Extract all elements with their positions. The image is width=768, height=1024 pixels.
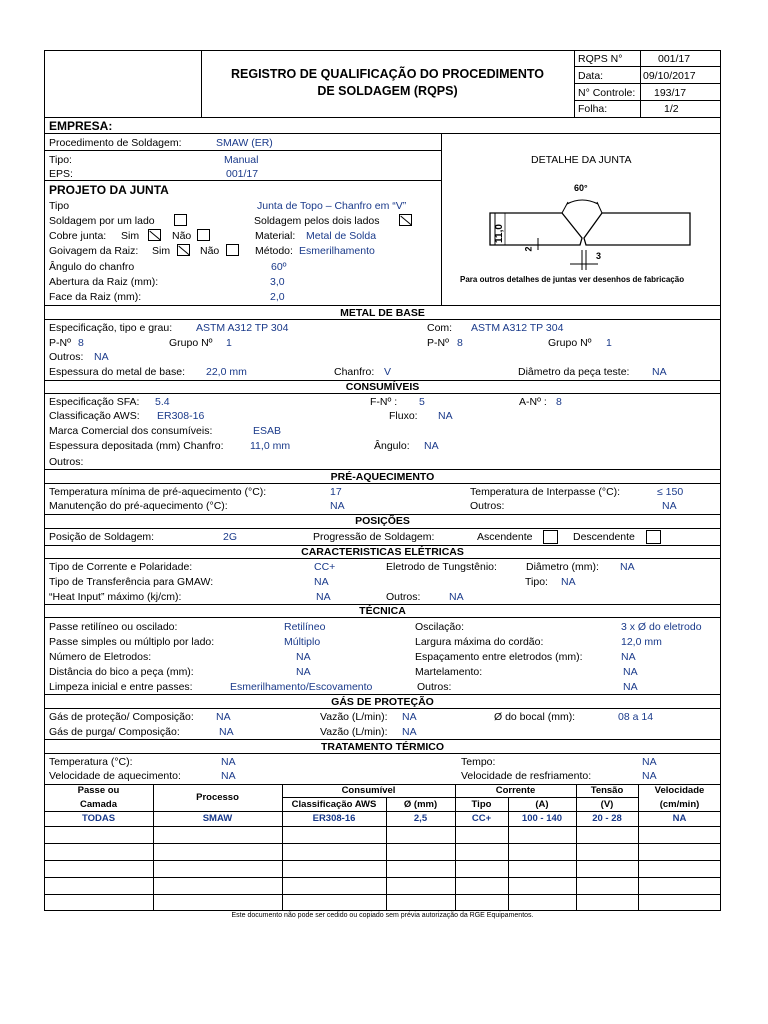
el-outros-label: Outros: xyxy=(386,591,421,603)
metal-base-title: METAL DE BASE xyxy=(340,307,425,319)
td-amperes: 100 - 140 xyxy=(521,813,563,824)
espacamento-label: Espaçamento entre eletrodos (mm): xyxy=(415,651,583,663)
pn-value: 8 xyxy=(78,337,84,349)
proc-label: Procedimento de Soldagem: xyxy=(49,137,182,149)
th-velocidade-2: (cm/min) xyxy=(659,799,700,810)
diam-tung-value: NA xyxy=(620,561,635,573)
interpasse-label: Temperatura de Interpasse (°C): xyxy=(470,486,621,498)
metodo-label: Método: xyxy=(255,245,293,257)
th-velocidade-1: Velocidade xyxy=(654,785,705,796)
limpeza-label: Limpeza inicial e entre passes: xyxy=(49,681,193,693)
eletricas-title: CARACTERISTICAS ELÉTRICAS xyxy=(301,546,464,558)
header-bottom-line xyxy=(44,117,721,118)
section-line xyxy=(44,469,721,470)
mb-outros-label: Outros: xyxy=(49,351,84,363)
td-tipo: CC+ xyxy=(471,813,492,824)
bocal-value: 08 a 14 xyxy=(618,711,654,723)
fn-label: F-Nº : xyxy=(370,396,398,408)
dois-lados-label: Soldagem pelos dois lados xyxy=(254,215,380,227)
espec-label: Especificação, tipo e grau: xyxy=(49,322,173,334)
section-line xyxy=(44,483,721,484)
table-line xyxy=(44,811,721,812)
marca-label: Marca Comercial dos consumíveis: xyxy=(49,425,213,437)
passe-simples-label: Passe simples ou múltiplo por lado: xyxy=(49,636,215,648)
th-tipo: Tipo xyxy=(471,799,492,810)
marca-value: ESAB xyxy=(253,425,282,437)
passe-ret-value: Retilíneo xyxy=(284,621,326,633)
controle-label: N° Controle: xyxy=(578,87,636,99)
section-line xyxy=(44,739,721,740)
vel-aquec-value: NA xyxy=(221,770,236,782)
vazao2-label: Vazão (L/min): xyxy=(320,726,388,738)
tipo-value: Manual xyxy=(224,154,259,166)
material-label: Material: xyxy=(255,230,296,242)
drawing-note: Para outros detalhes de juntas ver desenhos de fabricação xyxy=(460,275,685,284)
td-tensao: 20 - 28 xyxy=(592,813,622,824)
goivagem-nao-checkbox[interactable] xyxy=(226,244,239,256)
tipo-label: Tipo: xyxy=(49,154,72,166)
vel-aquec-label: Velocidade de aquecimento: xyxy=(49,770,181,782)
header-grid-line xyxy=(574,83,721,84)
data-value: 09/10/2017 xyxy=(643,70,696,82)
manut-value: NA xyxy=(330,500,345,512)
junta-divider xyxy=(441,133,442,305)
diametro-value: NA xyxy=(652,366,667,378)
face-label: Face da Raiz (mm): xyxy=(49,291,142,303)
vazao1-value: NA xyxy=(402,711,417,723)
corrente-value: CC+ xyxy=(314,561,336,573)
um-lado-checkbox[interactable] xyxy=(174,214,187,226)
table-line xyxy=(44,877,721,878)
temp-min-label: Temperatura mínima de pré-aquecimento (°C): xyxy=(49,486,267,498)
progressao-label: Progressão de Soldagem: xyxy=(313,531,435,543)
chanfro-label: Chanfro: xyxy=(334,366,375,378)
tempo-label: Tempo: xyxy=(461,756,496,768)
rqps-label: RQPS N° xyxy=(578,53,623,65)
com-value: ASTM A312 TP 304 xyxy=(471,322,564,334)
cons-outros-label: Outros: xyxy=(49,456,84,468)
eps-label: EPS: xyxy=(49,168,73,180)
section-line xyxy=(44,558,721,559)
th-classificacao: Classificação AWS xyxy=(291,799,377,810)
goivagem-sim-checkbox[interactable] xyxy=(177,244,190,256)
abertura-label: Abertura da Raiz (mm): xyxy=(49,276,159,288)
td-classificacao: ER308-16 xyxy=(312,813,356,824)
table-col-line xyxy=(153,784,154,911)
th-passe-2: Camada xyxy=(80,799,117,810)
cons-angulo-value: NA xyxy=(424,440,439,452)
goivagem-sim-label: Sim xyxy=(152,245,171,257)
grupo-value: 1 xyxy=(226,337,232,349)
goivagem-label: Goivagem da Raiz: xyxy=(49,245,139,257)
td-velocidade: NA xyxy=(672,813,687,824)
esp-dep-value: 11,0 mm xyxy=(250,440,291,452)
rqps-value: 001/17 xyxy=(658,53,691,65)
martelamento-value: NA xyxy=(623,666,638,678)
gas-protecao-label: Gás de proteção/ Composição: xyxy=(49,711,194,723)
td-processo: SMAW xyxy=(202,813,233,824)
vazao2-value: NA xyxy=(402,726,417,738)
document-title-line2: DE SOLDAGEM (RQPS) xyxy=(317,84,458,98)
section-line xyxy=(44,753,721,754)
section-line xyxy=(44,305,721,306)
transf-value: NA xyxy=(314,576,329,588)
eps-value: 001/17 xyxy=(226,168,259,180)
section-line xyxy=(44,133,721,134)
limpeza-value: Esmerilhamento/Escovamento xyxy=(230,681,373,693)
espessura-label: Espessura do metal de base: xyxy=(49,366,185,378)
termico-title: TRATAMENTO TÉRMICO xyxy=(320,741,445,753)
posicoes-title: POSIÇÕES xyxy=(355,515,410,527)
temp-trat-label: Temperatura (°C): xyxy=(49,756,133,768)
esp-dep-label: Espessura depositada (mm) Chanfro: xyxy=(49,440,224,452)
empresa-label: EMPRESA: xyxy=(49,119,113,133)
drawing-gap: 3 xyxy=(596,251,602,261)
pa-outros-value: NA xyxy=(662,500,677,512)
joint-detail-drawing xyxy=(470,180,710,270)
gas-purga-label: Gás de purga/ Composição: xyxy=(49,726,180,738)
grupo2-label: Grupo Nº xyxy=(548,337,592,349)
heat-value: NA xyxy=(316,591,331,603)
transf-label: Tipo de Transferência para GMAW: xyxy=(49,576,214,588)
tec-outros-value: NA xyxy=(623,681,638,693)
th-consumivel: Consumível xyxy=(341,785,396,796)
oscilacao-value: 3 x Ø do eletrodo xyxy=(621,621,702,633)
descendente-label: Descendente xyxy=(573,531,635,543)
largura-label: Largura máxima do cordão: xyxy=(415,636,544,648)
material-value: Metal de Solda xyxy=(306,230,377,242)
fluxo-label: Fluxo: xyxy=(389,410,418,422)
th-corrente: Corrente xyxy=(495,785,536,796)
section-line xyxy=(44,694,721,695)
cons-angulo-label: Ângulo: xyxy=(374,440,410,452)
drawing-face: 2 xyxy=(523,246,534,252)
sfa-label: Especificação SFA: xyxy=(49,396,140,408)
an-label: A-Nº : xyxy=(519,396,547,408)
vel-resf-label: Velocidade de resfriamento: xyxy=(461,770,592,782)
drawing-thickness: 11,0 xyxy=(493,224,505,243)
cobre-sim-checkbox[interactable] xyxy=(148,229,161,241)
aws-value: ER308-16 xyxy=(157,410,205,422)
metodo-value: Esmerilhamento xyxy=(299,245,375,257)
ascendente-checkbox[interactable] xyxy=(543,530,558,544)
mb-outros-value: NA xyxy=(94,351,109,363)
fluxo-value: NA xyxy=(438,410,453,422)
th-diametro: Ø (mm) xyxy=(403,799,438,810)
sfa-value: 5.4 xyxy=(155,396,170,408)
header-grid-line xyxy=(640,50,641,117)
th-passe-1: Passe ou xyxy=(77,785,120,796)
table-line xyxy=(44,860,721,861)
heat-label: “Heat Input” máximo (kj/cm): xyxy=(49,591,182,603)
com-label: Com: xyxy=(427,322,453,334)
header-grid-line xyxy=(574,66,721,67)
section-line xyxy=(44,150,441,151)
pa-outros-label: Outros: xyxy=(470,500,505,512)
an-value: 8 xyxy=(556,396,562,408)
footer-note: Este documento não pode ser cedido ou copiado sem prévia autorização da RGE Equipamentos. xyxy=(231,912,534,919)
bocal-label: Ø do bocal (mm): xyxy=(494,711,576,723)
grupo-label: Grupo Nº xyxy=(169,337,213,349)
num-eletrodos-value: NA xyxy=(296,651,311,663)
vazao1-label: Vazão (L/min): xyxy=(320,711,388,723)
martelamento-label: Martelamento: xyxy=(415,666,483,678)
detalhe-junta-label: DETALHE DA JUNTA xyxy=(531,154,632,166)
tecnica-title: TÉCNICA xyxy=(359,605,406,617)
vel-resf-value: NA xyxy=(642,770,657,782)
dois-lados-checkbox[interactable] xyxy=(399,214,412,226)
td-passe: TODAS xyxy=(81,813,116,824)
aws-label: Classificação AWS: xyxy=(49,410,140,422)
table-line xyxy=(282,797,638,798)
temp-trat-value: NA xyxy=(221,756,236,768)
cobre-nao-checkbox[interactable] xyxy=(197,229,210,241)
table-line xyxy=(44,843,721,844)
folha-value: 1/2 xyxy=(664,103,679,115)
gas-title: GÁS DE PROTEÇÃO xyxy=(331,696,434,708)
el-outros-value: NA xyxy=(449,591,464,603)
pn2-label: P-Nº xyxy=(427,337,449,349)
section-line xyxy=(44,393,721,394)
td-diametro: 2,5 xyxy=(413,813,428,824)
section-line xyxy=(44,180,441,181)
temp-min-value: 17 xyxy=(330,486,342,498)
face-value: 2,0 xyxy=(270,291,285,303)
espessura-value: 22,0 mm xyxy=(206,366,247,378)
pre-aquec-title: PRÉ-AQUECIMENTO xyxy=(330,471,435,483)
projeto-tipo-value: Junta de Topo – Chanfro em “V” xyxy=(257,200,407,212)
espec-value: ASTM A312 TP 304 xyxy=(196,322,289,334)
drawing-angle: 60° xyxy=(574,183,588,193)
gas-protecao-value: NA xyxy=(216,711,231,723)
diametro-label: Diâmetro da peça teste: xyxy=(518,366,630,378)
data-label: Data: xyxy=(578,70,604,82)
grupo2-value: 1 xyxy=(606,337,612,349)
section-line xyxy=(44,617,721,618)
proc-value: SMAW (ER) xyxy=(216,137,273,149)
um-lado-label: Soldagem por um lado xyxy=(49,215,155,227)
projeto-title: PROJETO DA JUNTA xyxy=(49,183,169,197)
tec-outros-label: Outros: xyxy=(417,681,452,693)
section-line xyxy=(44,708,721,709)
tempo-value: NA xyxy=(642,756,657,768)
passe-simples-value: Múltiplo xyxy=(284,636,321,648)
angulo-value: 60º xyxy=(271,261,287,273)
cobre-junta-label: Cobre junta: xyxy=(49,230,107,242)
largura-value: 12,0 mm xyxy=(621,636,662,648)
pn2-value: 8 xyxy=(457,337,463,349)
table-line xyxy=(44,826,721,827)
th-amperes: (A) xyxy=(535,799,549,810)
oscilacao-label: Oscilação: xyxy=(415,621,465,633)
corrente-label: Tipo de Corrente e Polaridade: xyxy=(49,561,193,573)
table-line xyxy=(44,894,721,895)
gas-purga-value: NA xyxy=(219,726,234,738)
cobre-sim-label: Sim xyxy=(121,230,140,242)
angulo-label: Ângulo do chanfro xyxy=(49,261,135,273)
section-line xyxy=(44,528,721,529)
distancia-value: NA xyxy=(296,666,311,678)
num-eletrodos-label: Número de Eletrodos: xyxy=(49,651,152,663)
consumiveis-title: CONSUMÍVEIS xyxy=(345,381,420,393)
diam-tung-label: Diâmetro (mm): xyxy=(526,561,599,573)
fn-value: 5 xyxy=(419,396,425,408)
passe-ret-label: Passe retilíneo ou oscilado: xyxy=(49,621,178,633)
th-tensao-1: Tensão xyxy=(590,785,624,796)
el-tipo-label: Tipo: xyxy=(525,576,548,588)
th-tensao-2: (V) xyxy=(600,799,614,810)
folha-label: Folha: xyxy=(578,103,608,115)
distancia-label: Distância do bico a peça (mm): xyxy=(49,666,194,678)
pn-label: P-Nº xyxy=(49,337,71,349)
cobre-nao-label: Não xyxy=(172,230,192,242)
posicao-value: 2G xyxy=(223,531,238,543)
section-line xyxy=(44,319,721,320)
document-title-line1: REGISTRO DE QUALIFICAÇÃO DO PROCEDIMENTO xyxy=(231,67,544,81)
espacamento-value: NA xyxy=(621,651,636,663)
projeto-tipo-label: Tipo xyxy=(49,200,70,212)
header-grid-line xyxy=(574,100,721,101)
tungstenio-label: Eletrodo de Tungstênio: xyxy=(386,561,497,573)
controle-value: 193/17 xyxy=(654,87,687,99)
chanfro-value: V xyxy=(384,366,392,378)
interpasse-value: ≤ 150 xyxy=(657,486,684,498)
el-tipo-value: NA xyxy=(561,576,576,588)
goivagem-nao-label: Não xyxy=(200,245,220,257)
posicao-label: Posição de Soldagem: xyxy=(49,531,155,543)
descendente-checkbox[interactable] xyxy=(646,530,661,544)
th-processo: Processo xyxy=(196,792,239,803)
manut-label: Manutenção do pré-aquecimento (°C): xyxy=(49,500,228,512)
abertura-value: 3,0 xyxy=(270,276,285,288)
ascendente-label: Ascendente xyxy=(477,531,533,543)
